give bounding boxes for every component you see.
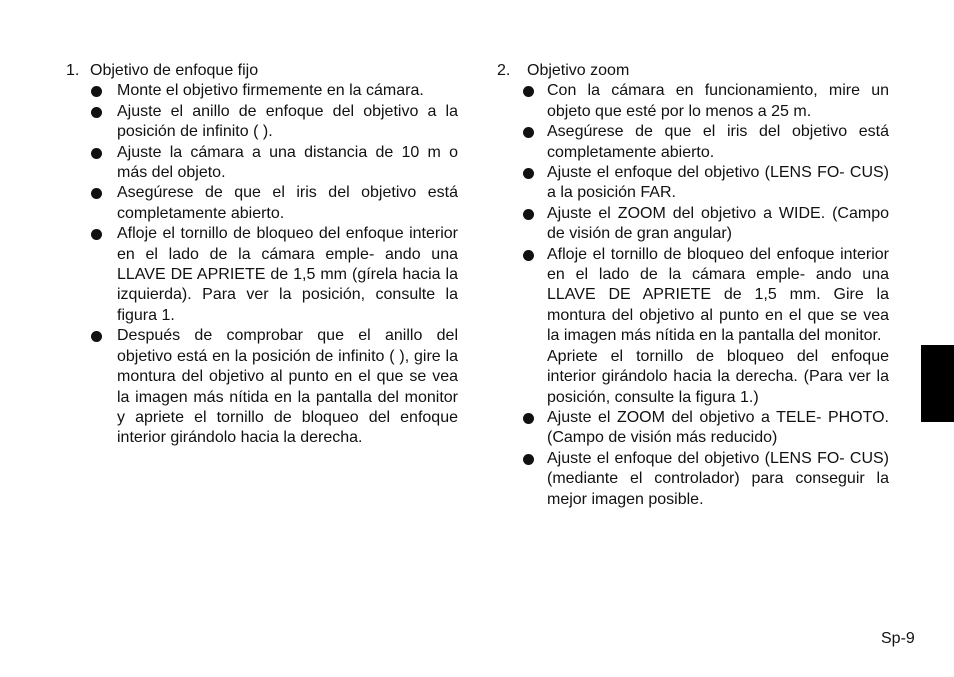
section-heading-fixed-lens [66, 61, 458, 81]
list-item-text: Asegúrese de que el iris del objetivo está completamente abierto. [117, 184, 458, 222]
list-item [497, 245, 889, 408]
list-item-text: Asegúrese de que el iris del objetivo está completamente abierto. [547, 123, 889, 161]
section-title: Objetivo zoom [527, 62, 630, 79]
list-item [497, 408, 889, 449]
bullet-icon [523, 413, 534, 424]
bullet-icon [91, 86, 102, 97]
list-item-text: Ajuste el enfoque del objetivo (LENS FO- CUS) (mediante el controlador) para conseguir la mejor imagen posible. [547, 449, 889, 508]
list-item [66, 81, 458, 101]
bullet-icon [91, 331, 102, 342]
list-item [497, 163, 889, 204]
list-item [497, 81, 889, 122]
bullet-icon [523, 168, 534, 179]
list-item-text: Afloje el tornillo de bloqueo del enfoque interior en el lado de la cámara emple- ando una LLAVE DE APRIETE de 1,5 mm. Gire la montura del objetivo al punto en el que se vea la imagen más nítida en la pantalla del monitor. [547, 245, 889, 345]
list-item-text: Ajuste el anillo de enfoque del objetivo a la posición de infinito ( ). [117, 102, 458, 141]
list-item [66, 102, 458, 143]
bullet-icon [523, 250, 534, 261]
fixed-lens-steps [66, 81, 458, 448]
list-item-text: Monte el objetivo firmemente en la cámara. [117, 82, 424, 100]
list-item-text: Ajuste el enfoque del objetivo (LENS FO- CUS) a la posición FAR. [547, 164, 889, 202]
bullet-icon [523, 86, 534, 97]
bullet-icon [91, 148, 102, 159]
bullet-icon [523, 454, 534, 465]
list-item [497, 449, 889, 510]
section-title: Objetivo de enfoque fijo [90, 62, 259, 79]
section-number: 2. [497, 62, 511, 79]
bullet-icon [523, 127, 534, 138]
list-item [66, 326, 458, 448]
list-item [66, 183, 458, 224]
section-thumb-tab [921, 345, 954, 422]
list-item-continuation: Apriete el tornillo de bloqueo del enfoque interior girándolo hacia la derecha. (Para ver la posición, consulte la figura 1.) [547, 347, 889, 406]
right-column [497, 61, 889, 510]
list-item-text: Con la cámara en funcionamiento, mire un objeto que esté por lo menos a 25 m. [547, 82, 889, 120]
section-number: 1. [66, 62, 80, 79]
list-item-text: Afloje el tornillo de bloqueo del enfoque interior en el lado de la cámara emple- ando una LLAVE DE APRIETE de 1,5 mm (gírela hacia la izquierda). Para ver la posición, consulte la figura 1. [117, 225, 458, 324]
list-item [66, 143, 458, 184]
section-heading-zoom-lens [497, 61, 889, 81]
list-item [66, 224, 458, 326]
bullet-icon [91, 188, 102, 199]
bullet-icon [91, 107, 102, 118]
bullet-icon [523, 209, 534, 220]
list-item [497, 122, 889, 163]
left-column [66, 61, 458, 449]
bullet-icon [91, 229, 102, 240]
list-item-text: Ajuste el ZOOM del objetivo a TELE- PHOTO. (Campo de visión más reducido) [547, 408, 889, 447]
zoom-lens-steps [497, 81, 889, 510]
list-item-text: Después de comprobar que el anillo del objetivo está en la posición de infinito ( ), gire la montura del objetivo al punto en el que se vea la imagen más nítida en la pantalla del monitor y apriete el tornillo de bloqueo del enfoque interior girándolo hacia la derecha. [117, 327, 458, 447]
list-item-text: Ajuste el ZOOM del objetivo a WIDE. (Campo de visión de gran angular) [547, 204, 889, 243]
page-number: Sp-9 [881, 630, 915, 647]
list-item-text: Ajuste la cámara a una distancia de 10 m o más del objeto. [117, 143, 458, 182]
list-item [497, 204, 889, 245]
